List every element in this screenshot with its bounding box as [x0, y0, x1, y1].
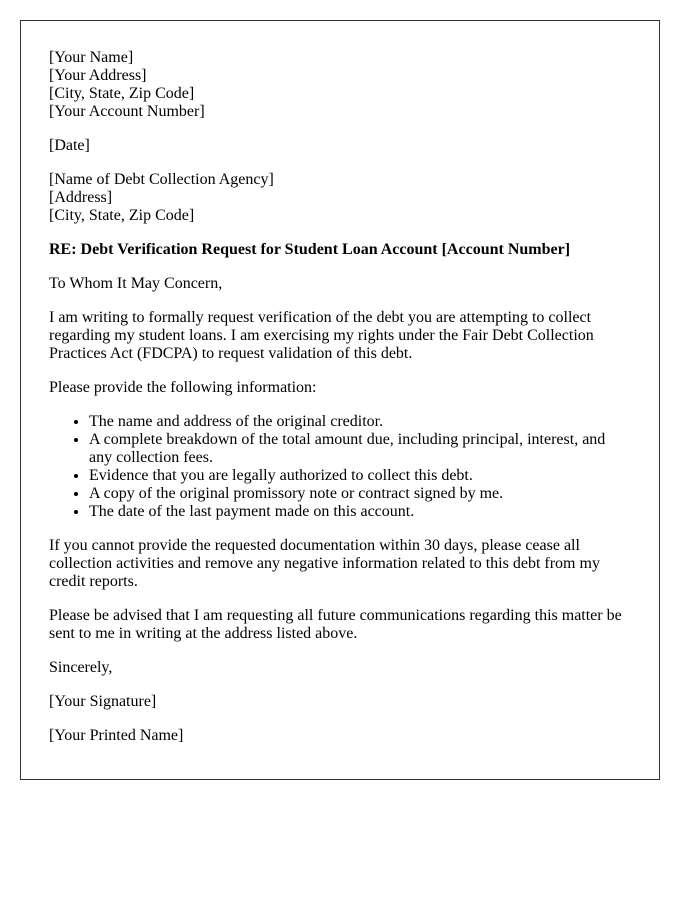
sender-name: [Your Name]	[49, 49, 134, 66]
sender-block	[49, 49, 631, 121]
list-item: • A complete breakdown of the total amount due, including principal, interest, and any collection fees.	[89, 431, 631, 467]
letter-date: [Date]	[49, 137, 90, 154]
list-item: • A copy of the original promissory note or contract signed by me.	[89, 485, 631, 503]
request-lead: Please provide the following information:	[49, 379, 317, 396]
printed-name: [Your Printed Name]	[49, 727, 184, 744]
recipient-city-state-zip: [City, State, Zip Code]	[49, 207, 195, 224]
salutation: To Whom It May Concern,	[49, 275, 223, 292]
letter-document	[20, 20, 660, 780]
list-item: • The date of the last payment made on this account.	[89, 503, 631, 521]
subject-line: RE: Debt Verification Request for Student Loan Account [Account Number]	[49, 241, 571, 258]
list-item: • Evidence that you are legally authorized to collect this debt.	[89, 467, 631, 485]
signature: [Your Signature]	[49, 693, 157, 710]
recipient-address: [Address]	[49, 189, 113, 206]
list-item: • The name and address of the original creditor.	[89, 413, 631, 431]
date-block	[49, 137, 631, 155]
intro-paragraph: I am writing to formally request verification of the debt you are attempting to collect regarding my student loans. I am exercising my rights under the Fair Debt Collection Practices Act (FDCPA) to request validation of this debt.	[49, 309, 594, 362]
recipient-block	[49, 171, 631, 225]
sender-address: [Your Address]	[49, 67, 147, 84]
sender-city-state-zip: [City, State, Zip Code]	[49, 85, 195, 102]
requested-info-list	[49, 413, 631, 521]
communications-paragraph: Please be advised that I am requesting all future communications regarding this matter be sent to me in writing at the address listed above.	[49, 607, 622, 642]
sender-account-number: [Your Account Number]	[49, 103, 205, 120]
closing: Sincerely,	[49, 659, 113, 676]
deadline-paragraph: If you cannot provide the requested documentation within 30 days, please cease all collection activities and remove any negative information related to this debt from my credit reports.	[49, 537, 600, 590]
recipient-agency-name: [Name of Debt Collection Agency]	[49, 171, 274, 188]
